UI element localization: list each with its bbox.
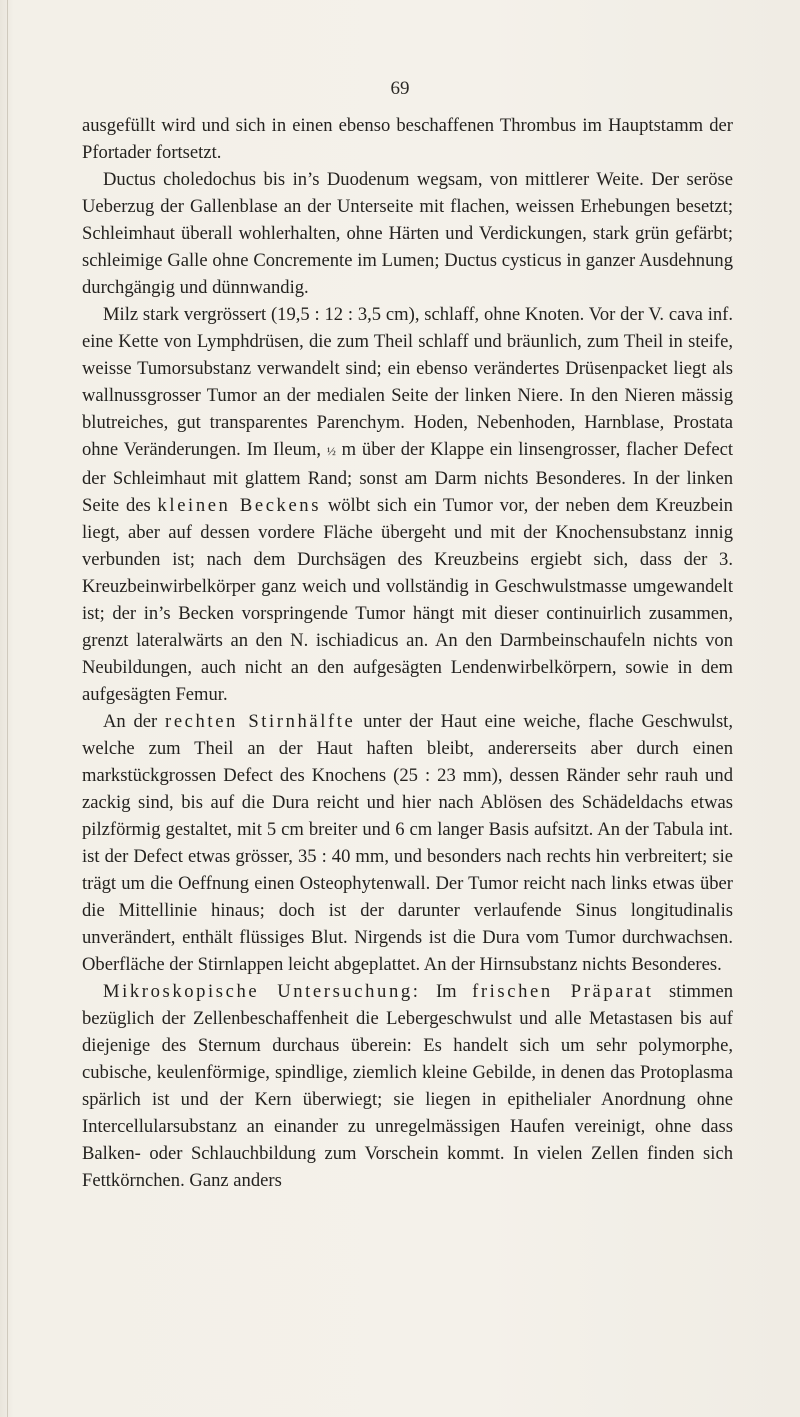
page-edge <box>7 0 8 1417</box>
spaced-heading-mikroskopische-untersuchung: Mikroskopische Untersuchung: <box>103 981 421 1002</box>
paragraph-3-part-a: Milz stark vergrössert (19,5 : 12 : 3,5 cm), schlaff, ohne Knoten. Vor der V. cava inf. eine Kette von Lymphdrüsen, die zum Theil schlaff und bräunlich, zum Theil in steife, weisse Tumorsubstanz verwandelt sind; ein ebenso verändertes Drüsenpacket liegt als wallnussgrosser Tumor an der medialen Seite der linken Niere. In den Nieren mässig blutreiches, gut transparentes Parenchym. Hoden, Nebenhoden, Harnblase, Prostata ohne Veränderungen. Im Ileum, <box>82 304 733 460</box>
spaced-term-kleinen-beckens: kleinen Beckens <box>157 495 322 516</box>
paragraph-5-part-a: Im <box>435 981 457 1002</box>
paragraph-3-part-b: m über der Klappe ein linsengrosser, flacher Defect der Schleimhaut mit glattem Rand; sonst am Darm nichts Besonderes. In der linken Seite des <box>82 439 733 516</box>
paragraph-3-part-c: wölbt sich ein Tumor vor, der neben dem Kreuzbein liegt, aber auf dessen vordere Fläche übergeht und mit der Knochensubstanz innig verbunden ist; nach dem Durchsägen des Kreuzbeins ergiebt sich, dass der 3. Kreuzbeinwirbelkörper ganz weich und vollständig in Geschwulstmasse umgewandelt ist; der in’s Becken vorspringende Tumor hängt mit dieser continuirlich zusammen, grenzt lateralwärts an den N. ischiadicus an. An den Darmbeinschaufeln nichts von Neubildungen, auch nicht an den aufgesägten Lendenwirbelkörpern, sowie in dem aufgesägten Femur. <box>82 495 733 705</box>
spaced-term-rechten-stirnhaelfte: rechten Stirnhälfte <box>165 711 356 732</box>
paragraph-3 <box>82 301 733 708</box>
paragraph-2: Ductus choledochus bis in’s Duodenum wegsam, von mittlerer Weite. Der seröse Ueberzug der Gallenblase an der Unterseite mit flachen, weissen Erhebungen besetzt; Schleimhaut überall wohlerhalten, ohne Härten und Verdickungen, stark grün gefärbt; schleimige Galle ohne Concremente im Lumen; Ductus cysticus in ganzer Ausdehnung durchgängig und dünnwandig. <box>82 169 733 298</box>
paragraph-4-part-a: An der <box>103 711 158 732</box>
paragraph-4-part-b: unter der Haut eine weiche, flache Geschwulst, welche zum Theil an der Haut haften bleibt, andererseits aber durch einen markstückgrossen Defect des Knochens (25 : 23 mm), dessen Ränder sehr rauh und zackig sind, bis auf die Dura reicht und hier nach Ablösen des Schädeldachs etwas pilzförmig gestaltet, mit 5 cm breiter und 6 cm langer Basis aufsitzt. An der Tabula int. ist der Defect etwas grösser, 35 : 40 mm, und besonders nach rechts hin verbreitert; sie trägt um die Oeffnung einen Osteophytenwall. Der Tumor reicht nach links etwas über die Mittellinie hinaus; doch ist der darunter verlaufende Sinus longitudinalis unverändert, enthält flüssiges Blut. Nirgends ist die Dura vom Tumor durchwachsen. Oberfläche der Stirnlappen leicht abgeplattet. An der Hirnsubstanz nichts Besonderes. <box>82 711 733 975</box>
body-text <box>82 112 733 1194</box>
paragraph-5-part-b: stimmen bezüglich der Zellenbeschaffenheit die Lebergeschwulst und alle Metastasen bis auf diejenige des Sternum durchaus überein: Es handelt sich um sehr polymorphe, cubische, keulenförmige, spindlige, ziemlich kleine Gebilde, in denen das Protoplasma spärlich ist und der Kern überwiegt; sie liegen in epithelialer Anordnung ohne Intercellularsubstanz an einander zu unregelmässigen Haufen vereinigt, ohne dass Balken- oder Schlauchbildung zum Vorschein kommt. In vielen Zellen finden sich Fettkörnchen. Ganz anders <box>82 981 734 1191</box>
page-number: 69 <box>390 78 410 99</box>
paragraph-1: ausgefüllt wird und sich in einen ebenso beschaffenen Thrombus im Hauptstamm der Pfortader fortsetzt. <box>82 115 733 163</box>
paragraph-4 <box>82 708 733 978</box>
fraction-half: ½ <box>326 444 336 458</box>
spaced-term-frischen-praeparat: frischen Präparat <box>472 981 654 1002</box>
paragraph-5 <box>82 978 733 1194</box>
